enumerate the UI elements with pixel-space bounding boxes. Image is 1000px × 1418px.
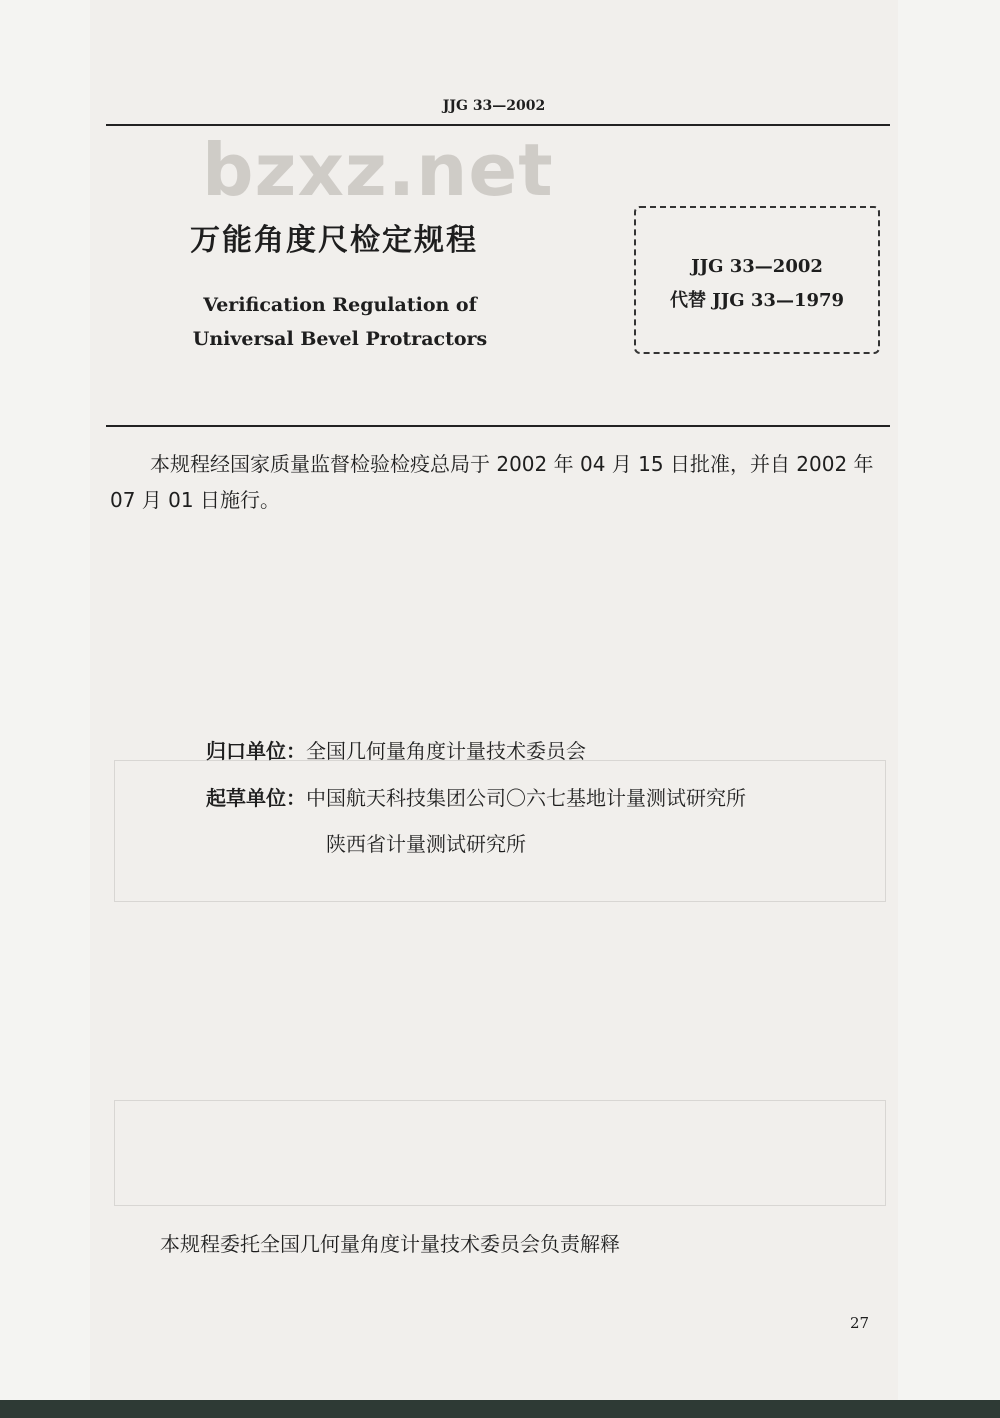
header-standard-code: JJG 33—2002 — [442, 98, 546, 114]
title-english-line-2: Universal Bevel Protractors — [192, 328, 488, 350]
replaces-standard: 代替 JJG 33—1979 — [669, 290, 845, 311]
approval-statement: 本规程经国家质量监督检验检疫总局于 2002 年 04 月 15 日批准，并自 2002 年 07 月 01 日施行。 — [110, 452, 874, 512]
drafting-unit-value-2: 陕西省计量测试研究所 — [326, 832, 526, 856]
page-number: 27 — [850, 1314, 870, 1332]
drafting-unit-row — [206, 782, 746, 811]
responsible-unit-row — [206, 735, 586, 764]
title-english — [170, 288, 510, 356]
header-rule — [106, 124, 890, 126]
bleed-through-layer-2 — [110, 1094, 890, 1204]
bottom-scan-strip — [0, 1400, 1000, 1418]
drafting-unit-value-1: 中国航天科技集团公司〇六七基地计量测试研究所 — [306, 786, 746, 810]
bleed-through-table-2 — [114, 1100, 886, 1206]
title-chinese: 万能角度尺检定规程 — [190, 223, 478, 258]
standard-code: JJG 33—2002 — [691, 256, 823, 277]
watermark: bzxz.net — [202, 128, 554, 212]
section-rule — [106, 425, 890, 427]
interpretation-statement: 本规程委托全国几何量角度计量技术委员会负责解释 — [160, 1232, 620, 1256]
drafting-unit-label: 起草单位： — [206, 786, 306, 810]
responsible-unit-label: 归口单位： — [206, 739, 306, 763]
title-english-line-1: Verification Regulation of — [203, 294, 477, 316]
document-page — [90, 0, 898, 1400]
standard-code-box — [634, 206, 880, 354]
responsible-unit-value: 全国几何量角度计量技术委员会 — [306, 739, 586, 763]
